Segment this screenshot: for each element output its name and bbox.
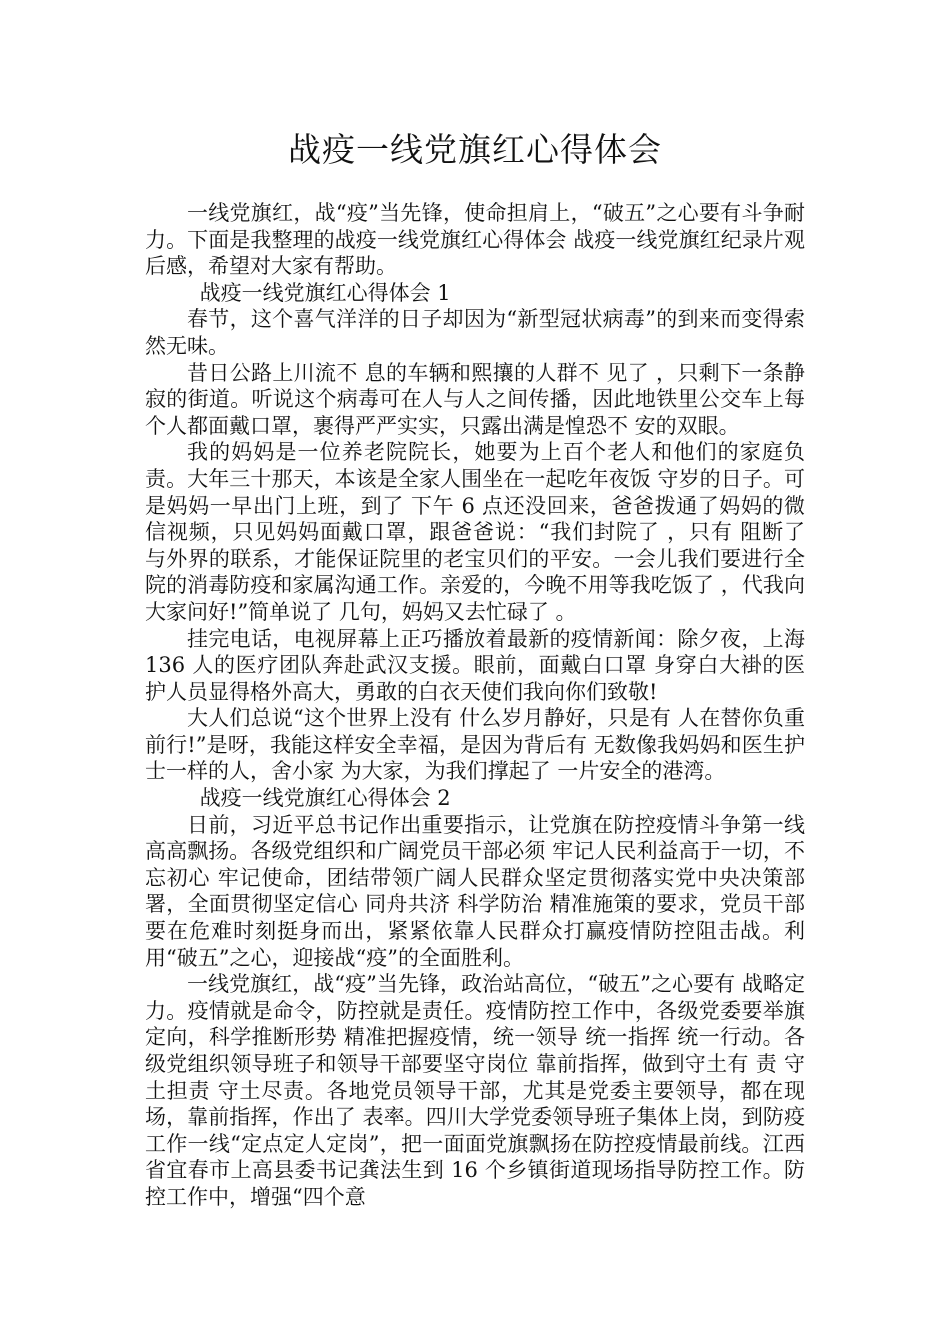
paragraph: 昔日公路上川流不 息的车辆和熙攘的人群不 见了 ，只剩下一条静寂的街道。听说这个病毒可在人与人之间传播，因此地铁里公交车上每个人都面戴口罩，裹得严严实实，只露出满是惶恐不 安的双眼。 — [145, 360, 805, 438]
paragraph: 挂完电话，电视屏幕上正巧播放着最新的疫情新闻：除夕夜，上海 136 人的医疗团队奔赴武汉支援。眼前，面戴白口罩 身穿白大褂的医护人员显得格外高大，勇敢的白衣天使们我向你们致敬! — [145, 626, 805, 704]
paragraph: 我的妈妈是一位养老院院长，她要为上百个老人和他们的家庭负责。大年三十那天，本该是全家人围坐在一起吃年夜饭 守岁的日子。可是妈妈一早出门上班，到了 下午 6 点还没回来，爸爸拨通了妈妈的微信视频，只见妈妈面戴口罩，跟爸爸说：“我们封院了 ，只有 阻断了 与外界的联系，才能保证院里的老宝贝们的平安。一会儿我们要进行全院的消毒防疫和家属沟通工作。亲爱的，今晚不用等我吃饭了 ，代我向大家问好!”简单说了 几句，妈妈又去忙碌了 。 — [145, 440, 805, 624]
paragraph: 大人们总说“这个世界上没有 什么岁月静好，只是有 人在替你负重前行!”是呀，我能这样安全幸福，是因为背后有 无数像我妈妈和医生护士一样的人，舍小家 为大家，为我们撑起了 一片安全的港湾。 — [145, 706, 805, 784]
paragraph: 一线党旗红，战“疫”当先锋，政治站高位，“破五”之心要有 战略定力。疫情就是命令，防控就是责任。疫情防控工作中，各级党委要举旗定向，科学推断形势 精准把握疫情，统一领导 统一指挥 统一行动。各级党组织领导班子和领导干部要坚守岗位 靠前指挥，做到守土有 责 守土担责 守土尽责。各地党员领导干部，尤其是党委主要领导，都在现场，靠前指挥，作出了 表率。四川大学党委领导班子集体上岗，到防疫工作一线“定点定人定岗”，把一面面党旗飘扬在防控疫情最前线。江西省宜春市上高县委书记龚法生到 16 个乡镇街道现场指导防控工作。防控工作中，增强“四个意 — [145, 972, 805, 1209]
section-heading: 战疫一线党旗红心得体会 1 — [199, 280, 451, 305]
paragraph: 日前，习近平总书记作出重要指示，让党旗在防控疫情斗争第一线高高飘扬。各级党组织和广阔党员干部必须 牢记人民利益高于一切，不 忘初心 牢记使命，团结带领广阔人民群众坚定贯彻落实党中央决策部署，全面贯彻坚定信心 同舟共济 科学防治 精准施策的要求，党员干部要在危难时刻挺身而出，紧紧依靠人民群众打赢疫情防控阻击战。利用“破五”之心，迎接战“疫”的全面胜利。 — [145, 812, 805, 970]
document-body — [145, 200, 805, 1211]
section-heading: 战疫一线党旗红心得体会 2 — [199, 786, 451, 811]
page-title: 战疫一线党旗红心得体会 — [288, 130, 662, 169]
paragraph: 春节，这个喜气洋洋的日子却因为“新型冠状病毒”的到来而变得索然无味。 — [145, 307, 805, 358]
paragraph: 一线党旗红，战“疫”当先锋，使命担肩上，“破五”之心要有斗争耐力。下面是我整理的战疫一线党旗红心得体会 战疫一线党旗红纪录片观后感，希望对大家有帮助。 — [145, 201, 805, 279]
